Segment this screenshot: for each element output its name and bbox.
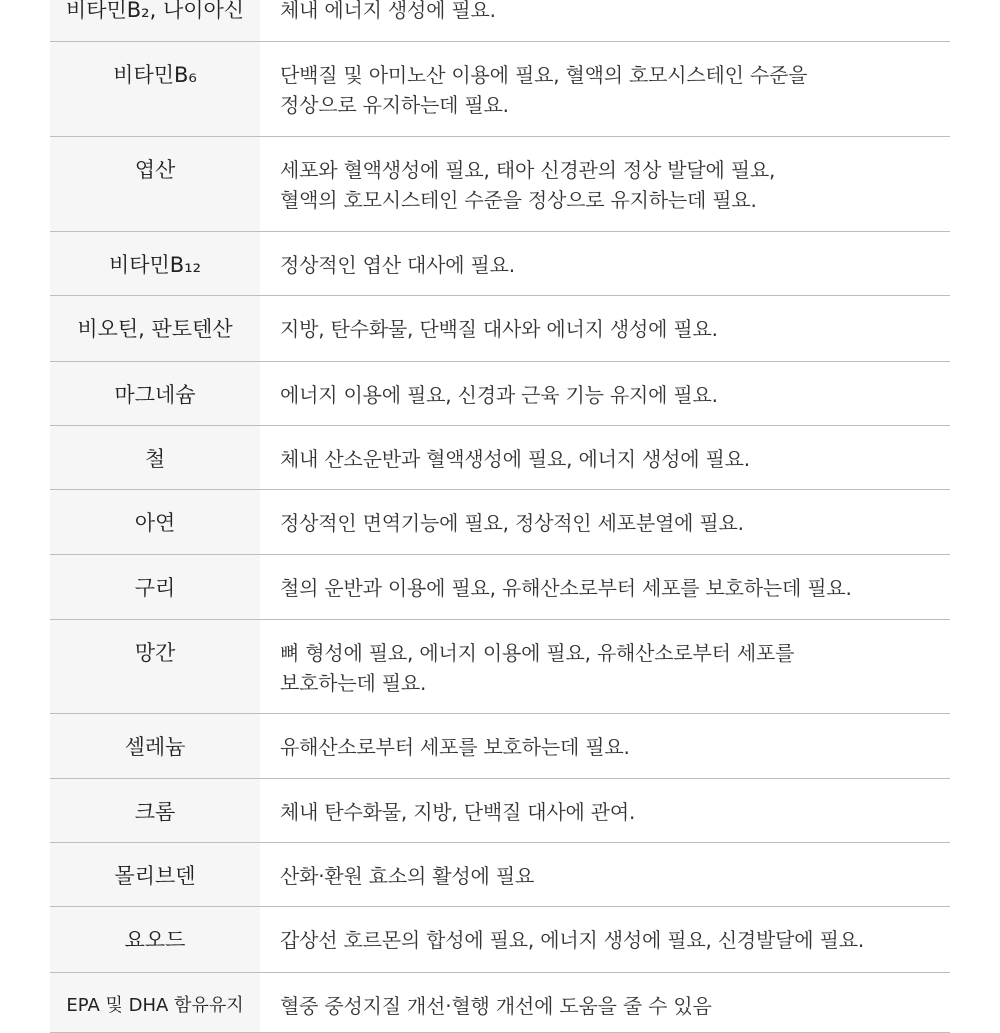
nutrient-function: 철의 운반과 이용에 필요, 유해산소로부터 세포를 보호하는데 필요. [280,576,852,600]
nutrient-function: 지방, 탄수화물, 단백질 대사와 에너지 생성에 필요. [280,317,718,341]
nutrient-function: 단백질 및 아미노산 이용에 필요, 혈액의 호모시스테인 수준을 정상으로 유지하는데 필요. [280,63,808,117]
nutrient-function: 체내 탄수화물, 지방, 단백질 대사에 관여. [280,800,636,824]
nutrient-name: 크롬 [50,779,260,842]
nutrient-function: 혈중 중성지질 개선·혈행 개선에 도움을 줄 수 있음 [280,994,712,1018]
table-row [50,714,950,779]
table-row [50,426,950,490]
nutrient-name: 비타민B₁₂ [50,232,260,295]
nutrient-name: 마그네슘 [50,362,260,425]
nutrient-function: 정상적인 엽산 대사에 필요. [280,253,515,277]
table-row [50,907,950,973]
table-row [50,296,950,362]
nutrient-name: 셀레늄 [50,714,260,778]
table-row [50,137,950,232]
nutrient-function: 세포와 혈액생성에 필요, 태아 신경관의 정상 발달에 필요, 혈액의 호모시스테인 수준을 정상으로 유지하는데 필요. [280,158,776,212]
nutrient-name: 비오틴, 판토텐산 [50,296,260,361]
nutrient-name: 몰리브덴 [50,843,260,906]
table-row [50,843,950,907]
nutrient-name: 아연 [50,490,260,554]
nutrient-function: 유해산소로부터 세포를 보호하는데 필요. [280,735,630,759]
nutrient-function: 뼈 형성에 필요, 에너지 이용에 필요, 유해산소로부터 세포를 보호하는데 필요. [280,641,795,695]
table-row [50,232,950,296]
table-row [50,490,950,555]
nutrient-function: 체내 산소운반과 혈액생성에 필요, 에너지 생성에 필요. [280,447,750,471]
nutrient-function: 정상적인 면역기능에 필요, 정상적인 세포분열에 필요. [280,511,744,535]
nutrient-function: 갑상선 호르몬의 합성에 필요, 에너지 생성에 필요, 신경발달에 필요. [280,928,864,952]
nutrient-name: 구리 [50,555,260,619]
nutrient-name: EPA 및 DHA 함유유지 [50,973,260,1032]
nutrient-name: 비타민B₂, 나이아신 [50,0,260,41]
nutrient-name: 망간 [50,620,260,713]
nutrient-function: 산화·환원 효소의 활성에 필요 [280,864,535,888]
nutrient-name: 철 [50,426,260,489]
table-row [50,42,950,137]
nutrient-name: 비타민B₆ [50,42,260,136]
nutrient-function-table [50,0,950,1033]
nutrient-function: 체내 에너지 생성에 필요. [280,0,496,22]
nutrient-name: 엽산 [50,137,260,231]
table-row [50,0,950,42]
nutrient-function: 에너지 이용에 필요, 신경과 근육 기능 유지에 필요. [280,383,718,407]
table-row [50,973,950,1033]
table-row [50,555,950,620]
table-row [50,362,950,426]
table-row [50,779,950,843]
nutrient-name: 요오드 [50,907,260,972]
table-row [50,620,950,714]
